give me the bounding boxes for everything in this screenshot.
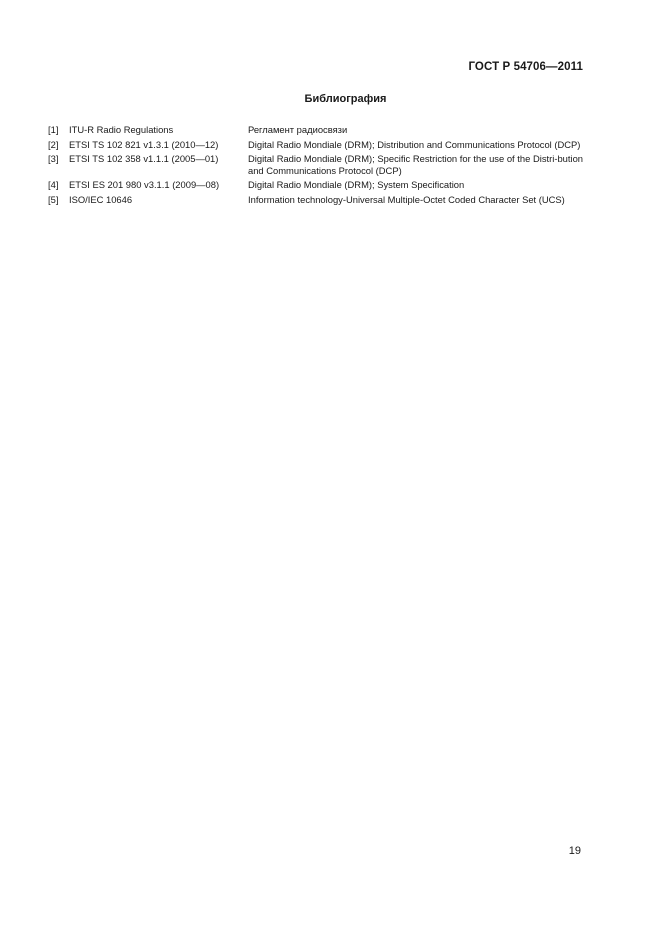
- entry-reference: ISO/IEC 10646: [69, 193, 133, 205]
- entry-reference: ETSI TS 102 821 v1.3.1 (2010—12): [69, 138, 219, 150]
- page-number: 19: [568, 845, 581, 857]
- entry-description: Регламент радиосвязи: [248, 124, 348, 135]
- entry-number: [2]: [48, 138, 59, 150]
- entry-description: Information technology-Universal Multiple-Octet Coded Character Set (UCS): [248, 193, 565, 205]
- entry-number: [4]: [48, 179, 59, 190]
- bibliography-entry: [48, 153, 583, 176]
- bibliography-entry: [48, 179, 583, 191]
- entry-reference: ETSI ES 201 980 v3.1.1 (2009—08): [69, 179, 220, 190]
- entry-description: Digital Radio Mondiale (DRM); Distribution and Communications Protocol (DCP): [248, 138, 581, 150]
- entry-reference: ETSI TS 102 358 v1.1.1 (2005—01): [69, 153, 219, 164]
- entry-number: [1]: [48, 124, 59, 135]
- bibliography-entry: [48, 194, 583, 206]
- entry-reference: ITU-R Radio Regulations: [69, 124, 174, 135]
- document-code: ГОСТ Р 54706—2011: [468, 61, 583, 73]
- bibliography-entry: [48, 139, 583, 151]
- entry-description: Digital Radio Mondiale (DRM); Specific Restriction for the use of the Distri-bution and Communications Protocol (DCP): [248, 153, 583, 176]
- entry-number: [5]: [48, 193, 59, 205]
- entry-description: Digital Radio Mondiale (DRM); System Specification: [248, 179, 465, 190]
- bibliography-entry: [48, 124, 583, 136]
- entry-number: [3]: [48, 153, 59, 164]
- section-title: Библиография: [304, 93, 387, 105]
- bibliography-list: [48, 124, 583, 208]
